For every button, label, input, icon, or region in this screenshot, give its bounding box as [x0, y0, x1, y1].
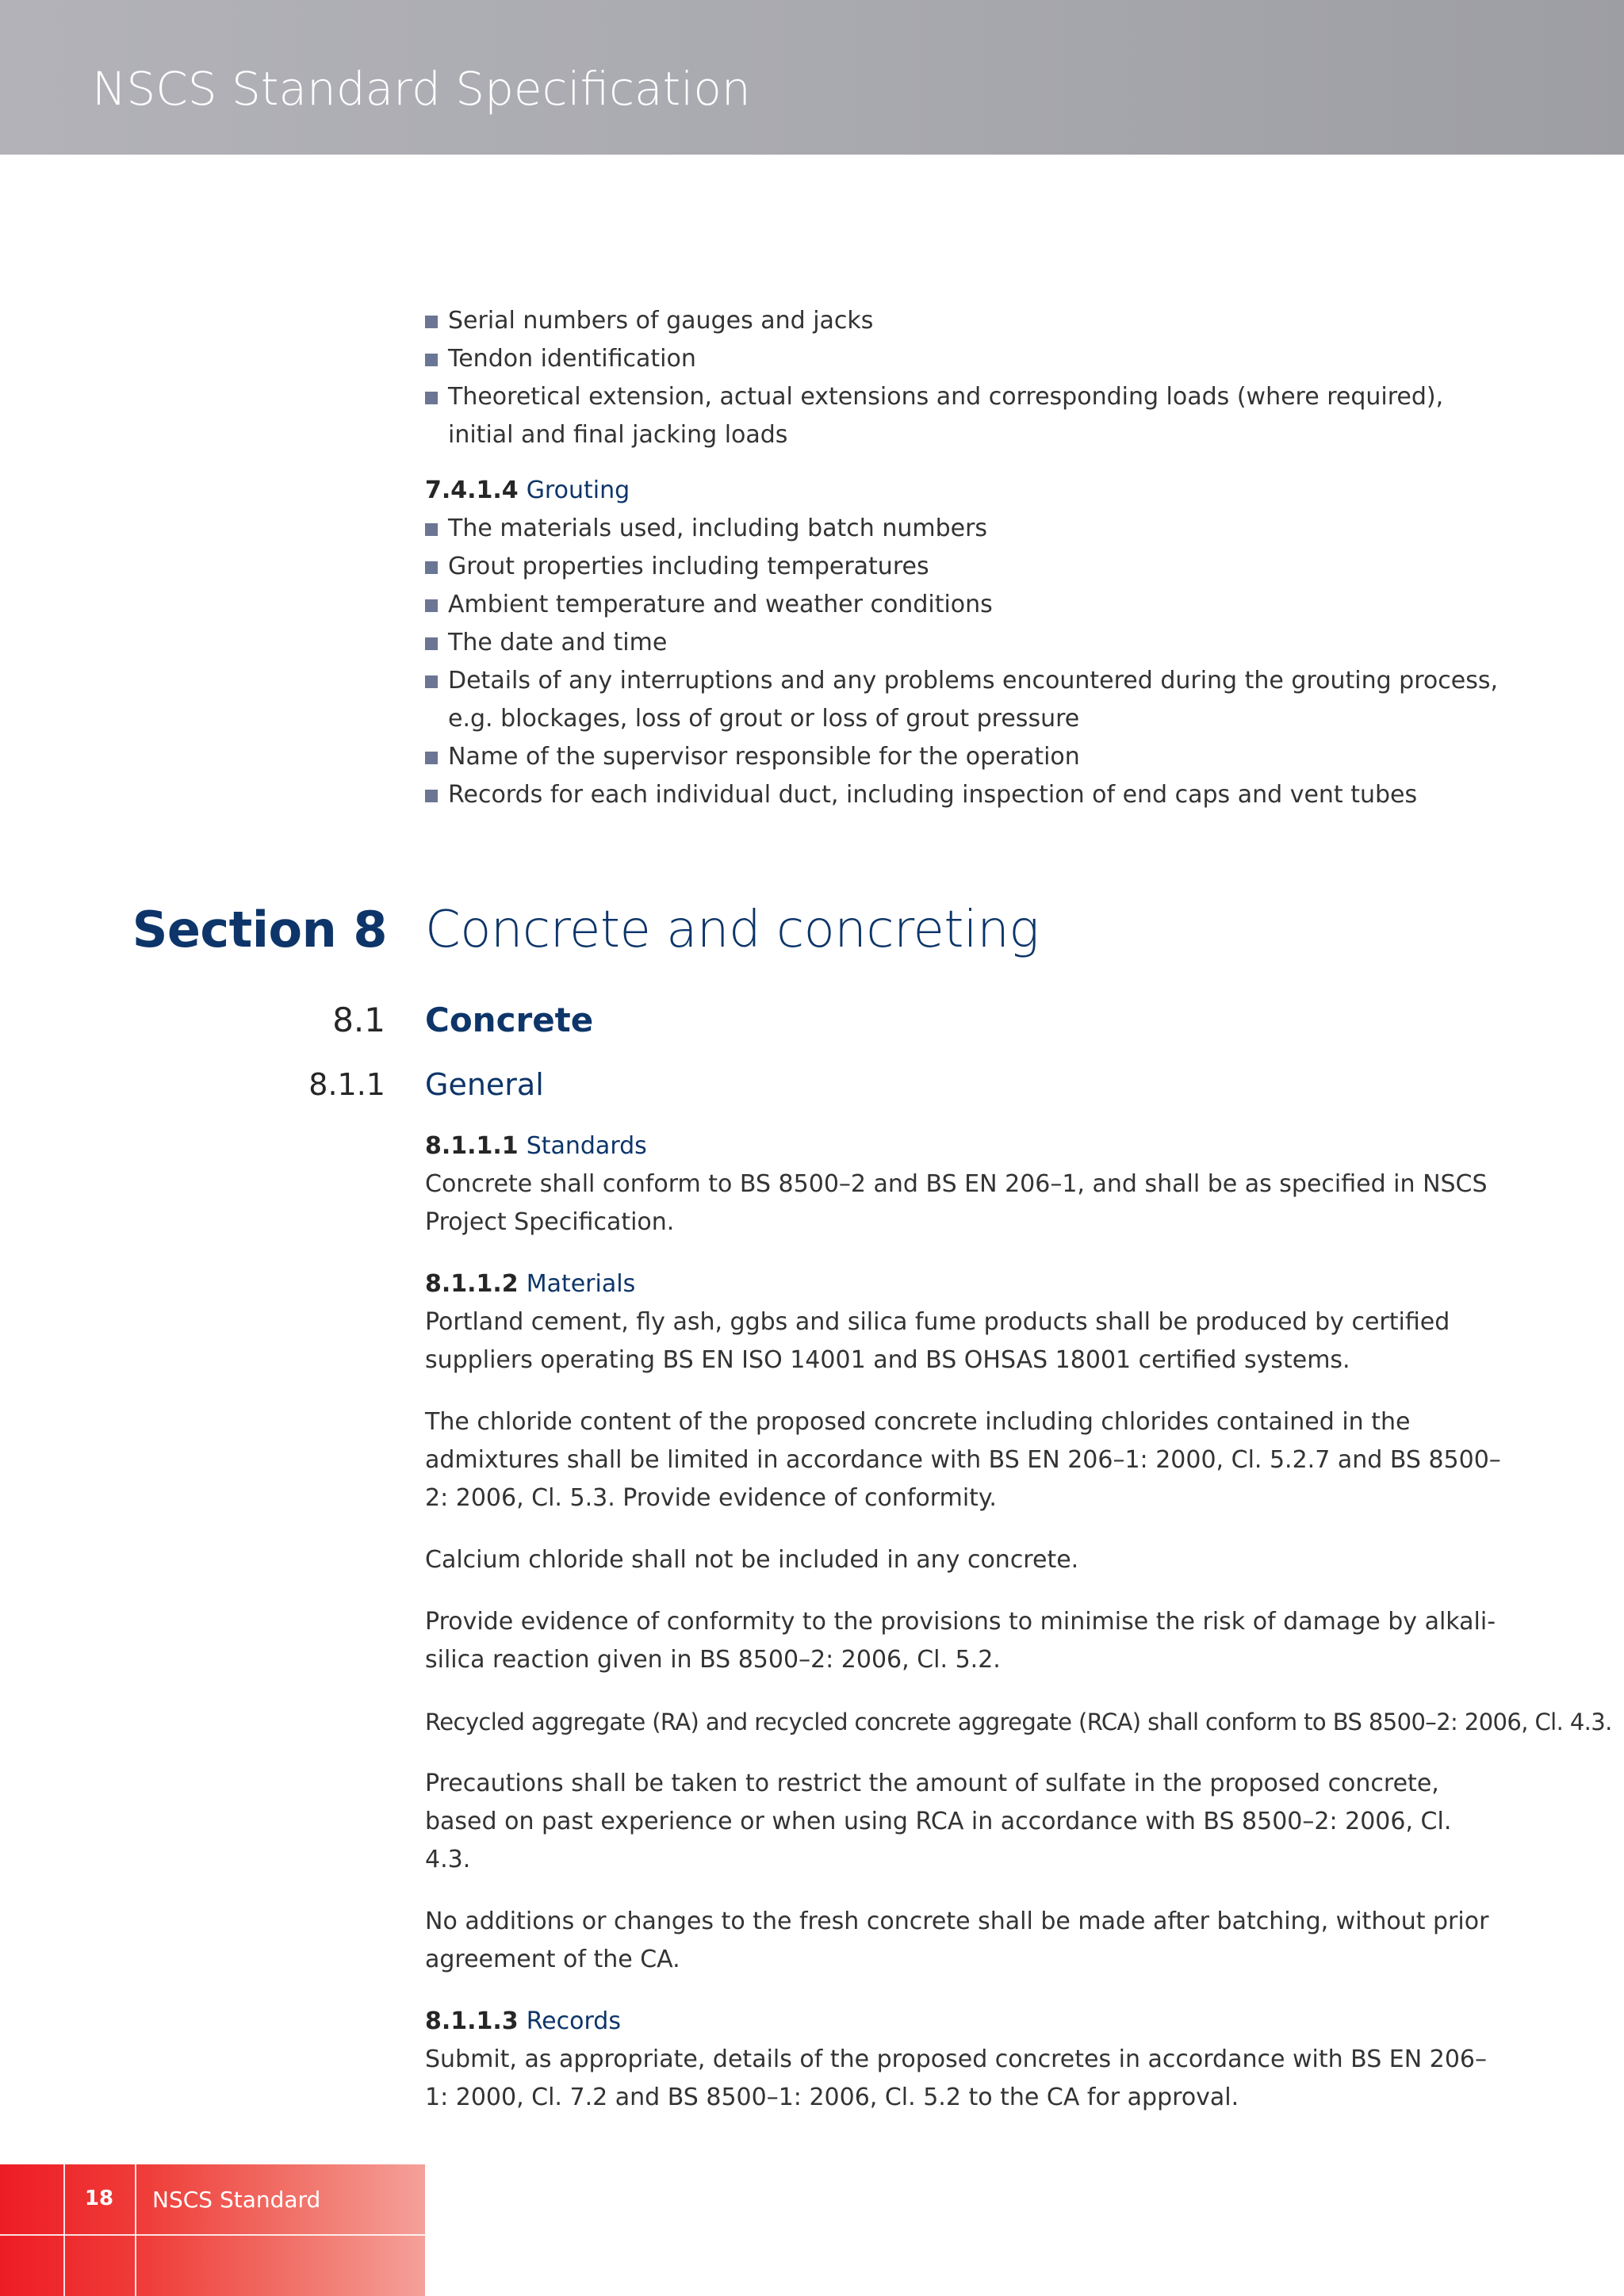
clause-heading: 8.1.1.3 Records: [425, 2007, 621, 2035]
page-footer: [0, 2164, 425, 2296]
section-title: Concrete and concreting: [425, 901, 1040, 959]
subsection-number: 8.1: [332, 1001, 385, 1039]
bullet-list: [425, 302, 1503, 454]
paragraph: Submit, as appropriate, details of the proposed concretes in accordance with BS EN 206–1: 2000, Cl. 7.2 and BS 8500–1: 2006, Cl. 5.2 to the CA for approval.: [425, 2045, 1487, 2111]
paragraph: Provide evidence of conformity to the provisions to minimise the risk of damage by alkali-silica reaction given in BS 8500–2: 2006, Cl. 5.2.: [425, 1608, 1496, 1674]
clause-records: [425, 2003, 1503, 2117]
list-item: Theoretical extension, actual extensions and corresponding loads (where required), initial and final jacking loads: [425, 378, 1503, 454]
square-bullet-icon: [425, 675, 438, 688]
section-label: Section 8: [132, 901, 387, 959]
square-bullet-icon: [425, 790, 438, 802]
subsection-title: Concrete: [425, 1001, 594, 1039]
footer-divider: [0, 2234, 425, 2236]
paragraph: The chloride content of the proposed concrete including chlorides contained in the admixtures shall be limited in accordance with BS EN 206–1: 2000, Cl. 5.2.7 and BS 8500–2: 2006, Cl. 5.3. Provide evidence of conformity.: [425, 1408, 1501, 1512]
clause-standards: [425, 1127, 1503, 1242]
list-item: Name of the supervisor responsible for the operation: [425, 738, 1503, 776]
page-header: [0, 0, 1624, 155]
square-bullet-icon: [425, 752, 438, 764]
paragraph: Portland cement, fly ash, ggbs and silica fume products shall be produced by certified suppliers operating BS EN ISO 14001 and BS OHSAS 18001 certified systems.: [425, 1308, 1450, 1374]
subsection-number: 8.1.1: [308, 1067, 385, 1102]
paragraph: No additions or changes to the fresh concrete shall be made after batching, without prior agreement of the CA.: [425, 1908, 1489, 1973]
list-item: Tendon identification: [425, 340, 1503, 378]
square-bullet-icon: [425, 599, 438, 612]
paragraph: Recycled aggregate (RA) and recycled concrete aggregate (RCA) shall conform to BS 8500–2: 2006, Cl. 4.3.: [425, 1709, 1612, 1735]
paragraph: Calcium chloride shall not be included in any concrete.: [425, 1546, 1079, 1574]
list-item: The date and time: [425, 624, 1503, 662]
footer-divider: [63, 2164, 65, 2296]
list-item: Records for each individual duct, including inspection of end caps and vent tubes: [425, 776, 1503, 814]
header-title: NSCS Standard Specification: [92, 62, 751, 116]
clause-heading: 7.4.1.4 Grouting: [425, 476, 630, 504]
list-item: Ambient temperature and weather conditions: [425, 586, 1503, 624]
footer-label: NSCS Standard: [152, 2187, 321, 2213]
subsection-title: General: [425, 1067, 544, 1102]
clause-materials: [425, 1265, 1612, 1979]
list-item: Serial numbers of gauges and jacks: [425, 302, 1503, 340]
footer-divider: [135, 2164, 136, 2296]
list-item: Details of any interruptions and any problems encountered during the grouting process, e.g. blockages, loss of grout or loss of grout pressure: [425, 662, 1503, 738]
square-bullet-icon: [425, 523, 438, 536]
list-item: Grout properties including temperatures: [425, 548, 1503, 586]
clause-grouting: [425, 472, 1503, 814]
square-bullet-icon: [425, 392, 438, 404]
square-bullet-icon: [425, 354, 438, 366]
record-list-continued: [425, 302, 1503, 454]
bullet-list: [425, 510, 1503, 814]
square-bullet-icon: [425, 316, 438, 328]
clause-heading: 8.1.1.2 Materials: [425, 1270, 636, 1298]
list-item: The materials used, including batch numbers: [425, 510, 1503, 548]
square-bullet-icon: [425, 561, 438, 574]
paragraph: Concrete shall conform to BS 8500–2 and BS EN 206–1, and shall be as specified in NSCS Project Specification.: [425, 1170, 1488, 1236]
square-bullet-icon: [425, 637, 438, 650]
section-body: [425, 1127, 1612, 2117]
clause-heading: 8.1.1.1 Standards: [425, 1132, 647, 1160]
paragraph: Precautions shall be taken to restrict the amount of sulfate in the proposed concrete, based on past experience or when using RCA in accordance with BS 8500–2: 2006, Cl. 4.3.: [425, 1770, 1452, 1873]
page-number: 18: [84, 2187, 114, 2210]
